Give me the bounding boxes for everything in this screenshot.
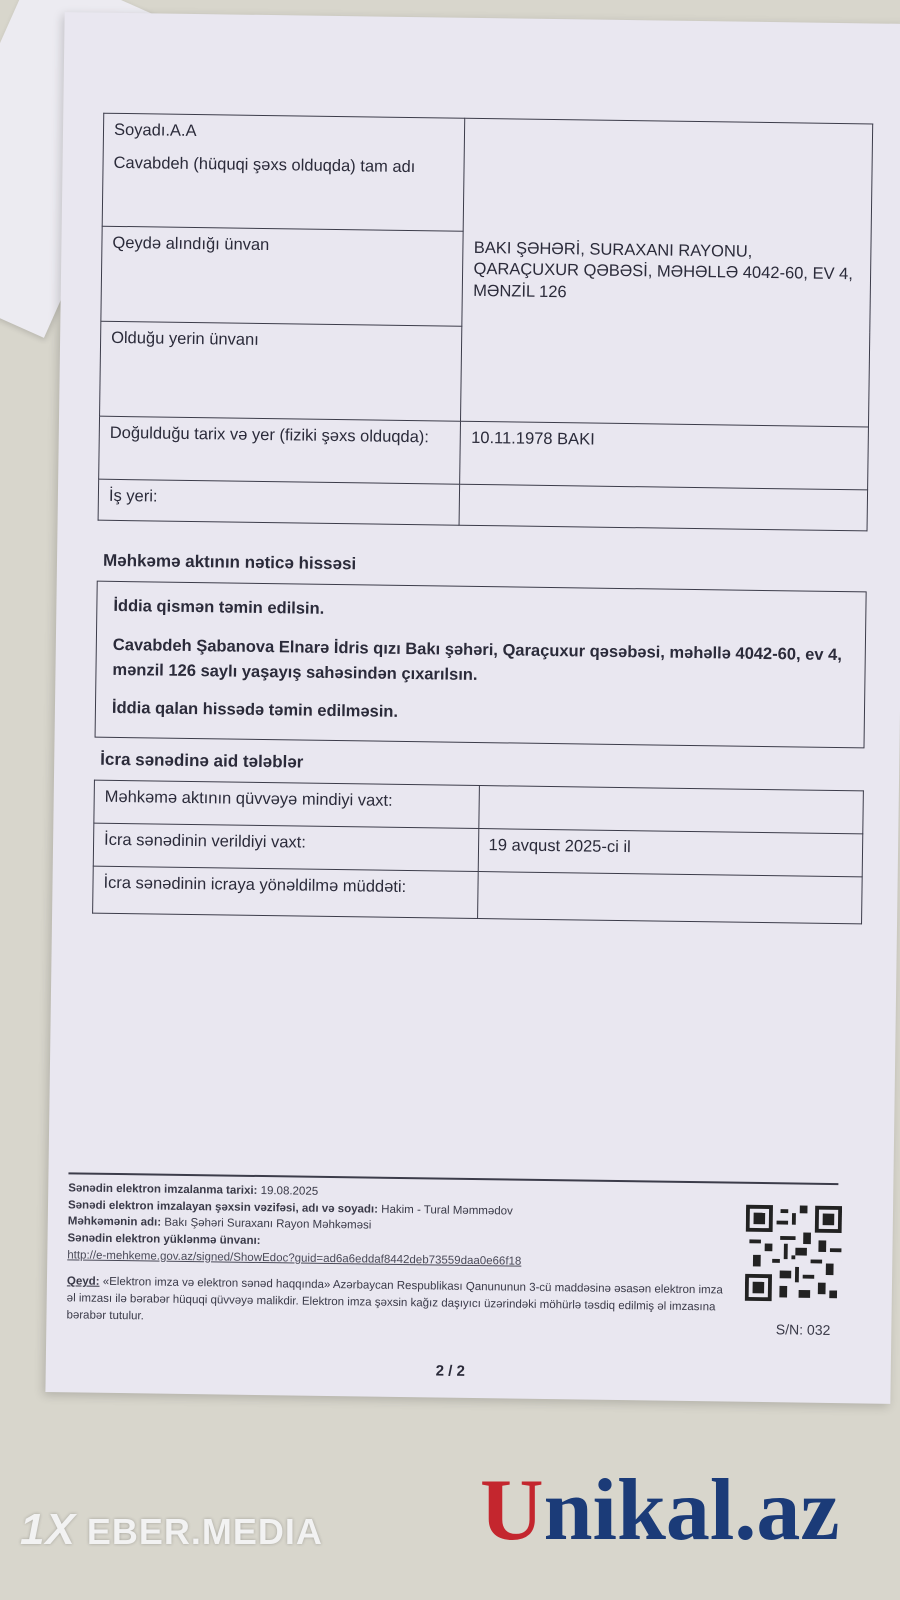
qr-code-icon — [745, 1198, 843, 1309]
court-label: Məhkəmənin adı: — [67, 1215, 162, 1229]
result-line-2: Cavabdeh Şabanova Elnarə İdris qızı Bakı şəhəri, Qaraçuxur qəsəbəsi, məhəllə 4042-60, ev 4, mənzil 126 saylı yaşayış sahəsindən çıxarılsın. — [112, 635, 843, 684]
defendant-label: Cavabdeh (hüquqi şəxs olduqda) tam adı — [113, 154, 416, 177]
requirement-label: İcra sənədinin verildiyi vaxt: — [93, 823, 478, 871]
sign-date-label: Sənədin elektron imzalanma tarixi: — [68, 1182, 258, 1197]
signer: Hakim - Tural Məmmədov — [381, 1203, 513, 1218]
address-value: BAKI ŞƏHƏRİ, SURAXANI RAYONU, QARAÇUXUR QƏBƏSİ, MƏHƏLLƏ 4042-60, EV 4, MƏNZİL 126 — [473, 238, 854, 301]
sign-date: 19.08.2025 — [260, 1185, 319, 1198]
birth-label-cell — [99, 416, 461, 484]
work-value-cell — [459, 484, 867, 531]
birth-label: Doğulduğu tarix və yer (fiziki şəxs olduqda): — [109, 423, 430, 447]
unikal-logo — [480, 1460, 839, 1561]
requirement-value — [477, 872, 862, 924]
surname-label: Soyadı.A.A — [113, 120, 197, 141]
eber-media-watermark — [20, 1505, 323, 1555]
signature-footer — [66, 1172, 838, 1338]
result-box — [95, 581, 867, 749]
birth-value-cell — [460, 421, 868, 490]
document-page — [45, 12, 900, 1404]
document-link[interactable]: http://e-mehkeme.gov.az/signed/ShowEdoc?guid=ad6a6eddaf8442deb73559daa0e66f18 — [67, 1249, 522, 1268]
logo-u: U — [480, 1462, 544, 1559]
requirement-value — [478, 786, 863, 834]
table-row — [93, 866, 863, 924]
watermark-text: EBER.MEDIA — [86, 1511, 323, 1552]
result-section-title: Məhkəmə aktının nəticə hissəsi — [102, 550, 357, 574]
location-address-cell — [100, 321, 463, 421]
result-line-1: İddia qismən təmin edilsin. — [113, 596, 325, 618]
upload-label: Sənədin elektron yüklənmə ünvanı: — [67, 1232, 261, 1248]
note-text: «Elektron imza və elektron sənəd haqqında» Azərbaycan Respublikası Qanununun 3-cü maddəsinə əsasən elektron imza əl imzası ilə bərabər hüquqi qüvvəyə malikdir. Elektron imza şəxsin kağız daşıyıcı üzərindəki möhürlə təsdiq edilmiş əl imzasına bərabər tutulur. — [66, 1276, 723, 1323]
signer-label: Sənədi elektron imzalayan şəxsin vəzifəsi, adı və soyadı: — [67, 1199, 379, 1216]
defendant-info-table — [98, 113, 874, 532]
address-value-cell — [461, 118, 873, 427]
defendant-name-cell — [102, 113, 465, 231]
work-label-cell — [98, 479, 460, 525]
registered-address-label: Qeydə alındığı ünvan — [112, 233, 270, 255]
page-number: 2 / 2 — [435, 1362, 466, 1380]
result-line-3: İddia qalan hissədə təmin edilməsin. — [111, 699, 399, 722]
note-label: Qeyd: — [66, 1275, 100, 1289]
location-address-label: Olduğu yerin ünvanı — [111, 328, 259, 349]
registered-address-cell — [101, 226, 464, 326]
watermark-x: 1X — [20, 1505, 76, 1554]
birth-value: 10.11.1978 BAKI — [471, 428, 595, 449]
work-label: İş yeri: — [108, 486, 158, 506]
requirements-table — [92, 780, 864, 925]
requirement-label: Məhkəmə aktının qüvvəyə mindiyi vaxt: — [94, 780, 479, 828]
document-content — [92, 113, 873, 925]
requirement-label: İcra sənədinin icraya yönəldilmə müddəti: — [93, 866, 478, 918]
requirement-value: 19 avqust 2025-ci il — [478, 829, 863, 877]
logo-text: nikal.az — [543, 1462, 840, 1559]
court-name: Bakı Şəhəri Suraxanı Rayon Məhkəməsi — [164, 1217, 372, 1232]
requirements-title: İcra sənədinə aid tələblər — [100, 749, 304, 772]
serial-number: S/N: 032 — [775, 1321, 831, 1338]
